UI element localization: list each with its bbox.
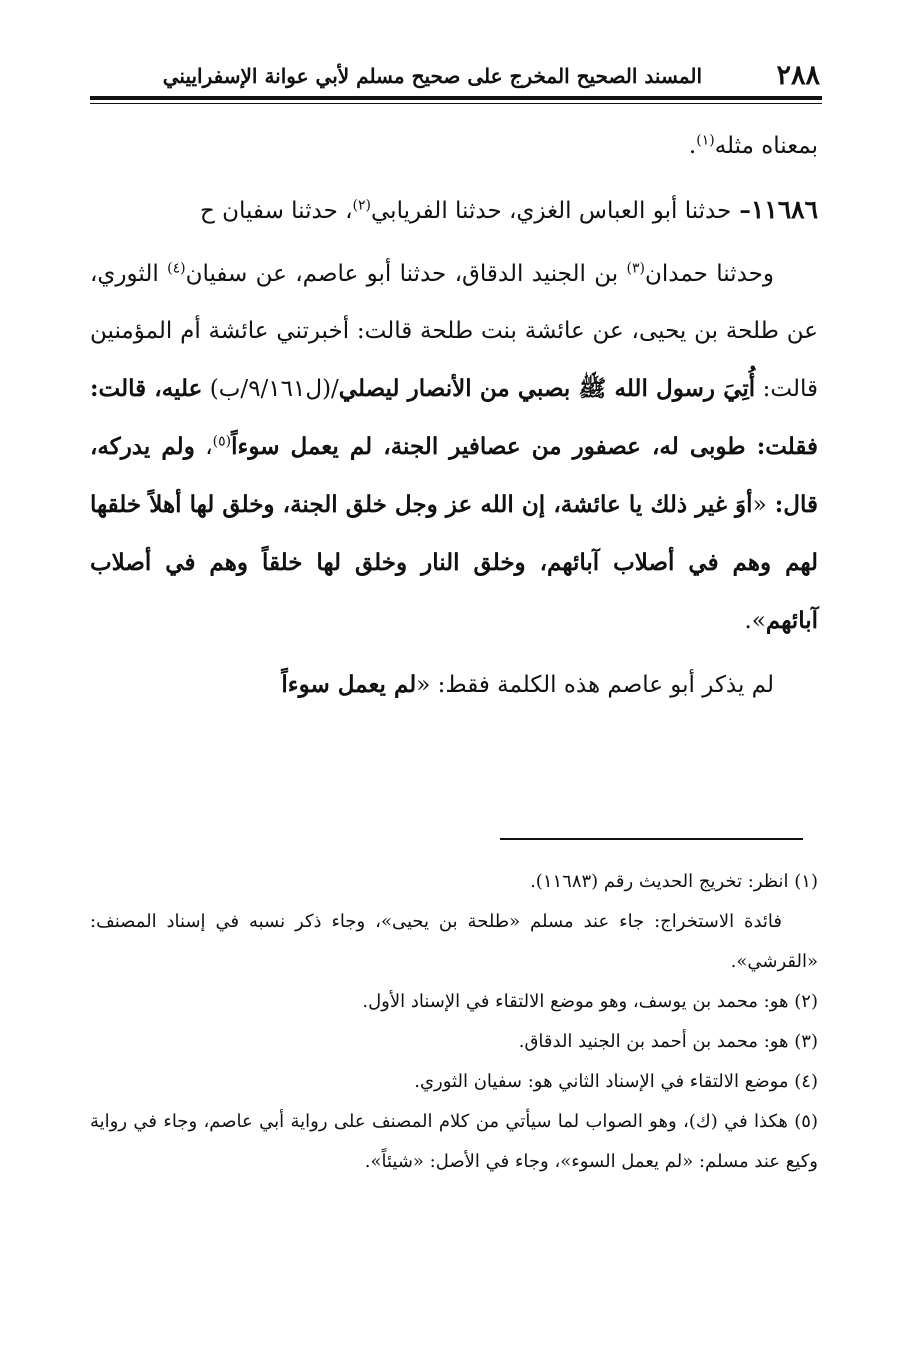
footnote-4: (٤) موضع الالتقاء في الإسناد الثاني هو: سفيان الثوري. [414,1071,818,1092]
p3-text-a: وحدثنا حمدان [645,261,774,287]
main-text [90,118,818,714]
p4-bold: لم يعمل سوءاً [281,671,417,698]
hadith-matn-4: أوَ غير ذلك يا عائشة، إن الله عز وجل خلق الجنة، وخلق لها أهلاً خلقها لهم وهم في أصلاب آبائهم، وخلق النار وخلق لها خلقاً وهم في أصلاب آبائهم [90,491,818,634]
footnote-separator [500,838,803,840]
footnote-ref-1: (١) [696,132,715,149]
paragraph-4 [90,656,818,714]
footnotes [90,862,818,1182]
footnote-ref-5: (٥) [212,433,232,450]
page-number: ٢٨٨ [776,60,820,91]
footnote-3: (٣) هو: محمد بن أحمد بن الجنيد الدقاق. [518,1031,818,1052]
quote-close: ». [744,608,766,634]
hadith-matn-3: ولم يدركه، قال: [90,433,818,518]
paragraph-3 [90,246,818,650]
p3-text-d: ، [194,434,213,460]
hadith-number: ١١٦٨٦ [750,195,818,224]
p4-text: لم يذكر أبو عاصم هذه الكلمة فقط: « [416,672,774,698]
header-rule-thin [90,103,822,104]
footnote-ref-2: (٢) [352,197,371,214]
paragraph-2 [90,181,818,240]
footnote-ref-3: (٣) [626,260,646,277]
p2-text-b: ، حدثنا سفيان ح [199,198,353,224]
hadith-matn-1: أُتِيَ رسول الله ﷺ بصبي من الأنصار ليصلي [338,375,756,402]
footnote-2: (٢) هو: محمد بن يوسف، وهو موضع الالتقاء في الإسناد الأول. [362,991,818,1012]
quote-open: « [752,492,767,518]
p3-text-c: الثوري، عن طلحة بن يحيى، عن عائشة بنت طلحة قالت: أخبرتني عائشة أم المؤمنين قالت: [90,261,818,402]
p1-text: بمعناه مثله [714,133,818,159]
footnote-1-continuation: فائدة الاستخراج: جاء عند مسلم «طلحة بن يحيى»، وجاء ذكر نسبه في إسناد المصنف: «القرشي». [90,911,818,972]
footnote-1: (١) انظر: تخريج الحديث رقم (١١٦٨٣). [530,871,818,892]
page-header [90,56,822,100]
p3-text-b: بن الجنيد الدقاق، حدثنا أبو عاصم، عن سفيان [185,261,627,287]
p1-end: . [688,133,697,159]
p2-text-a: حدثنا أبو العباس الغزي، حدثنا الفريابي [371,198,732,224]
manuscript-ref: /(ل٩/١٦١/ب) [202,376,339,402]
footnote-5: (٥) هكذا في (ك)، وهو الصواب لما سيأتي من كلام المصنف على رواية أبي عاصم، وجاء في رواية وكيع عند مسلم: «لم يعمل السوء»، وجاء في الأصل: «شيئاً». [90,1111,818,1172]
running-title: المسند الصحيح المخرج على صحيح مسلم لأبي عوانة الإسفراييني [162,64,702,88]
paragraph-1 [90,118,818,175]
hadith-dash: – [731,197,751,224]
footnote-ref-4: (٤) [167,260,186,277]
header-rule-thick [90,96,822,100]
hadith-matn-2: عليه، قالت: فقلت: طوبى له، عصفور من عصافير الجنة، لم يعمل سوءاً [90,375,819,460]
